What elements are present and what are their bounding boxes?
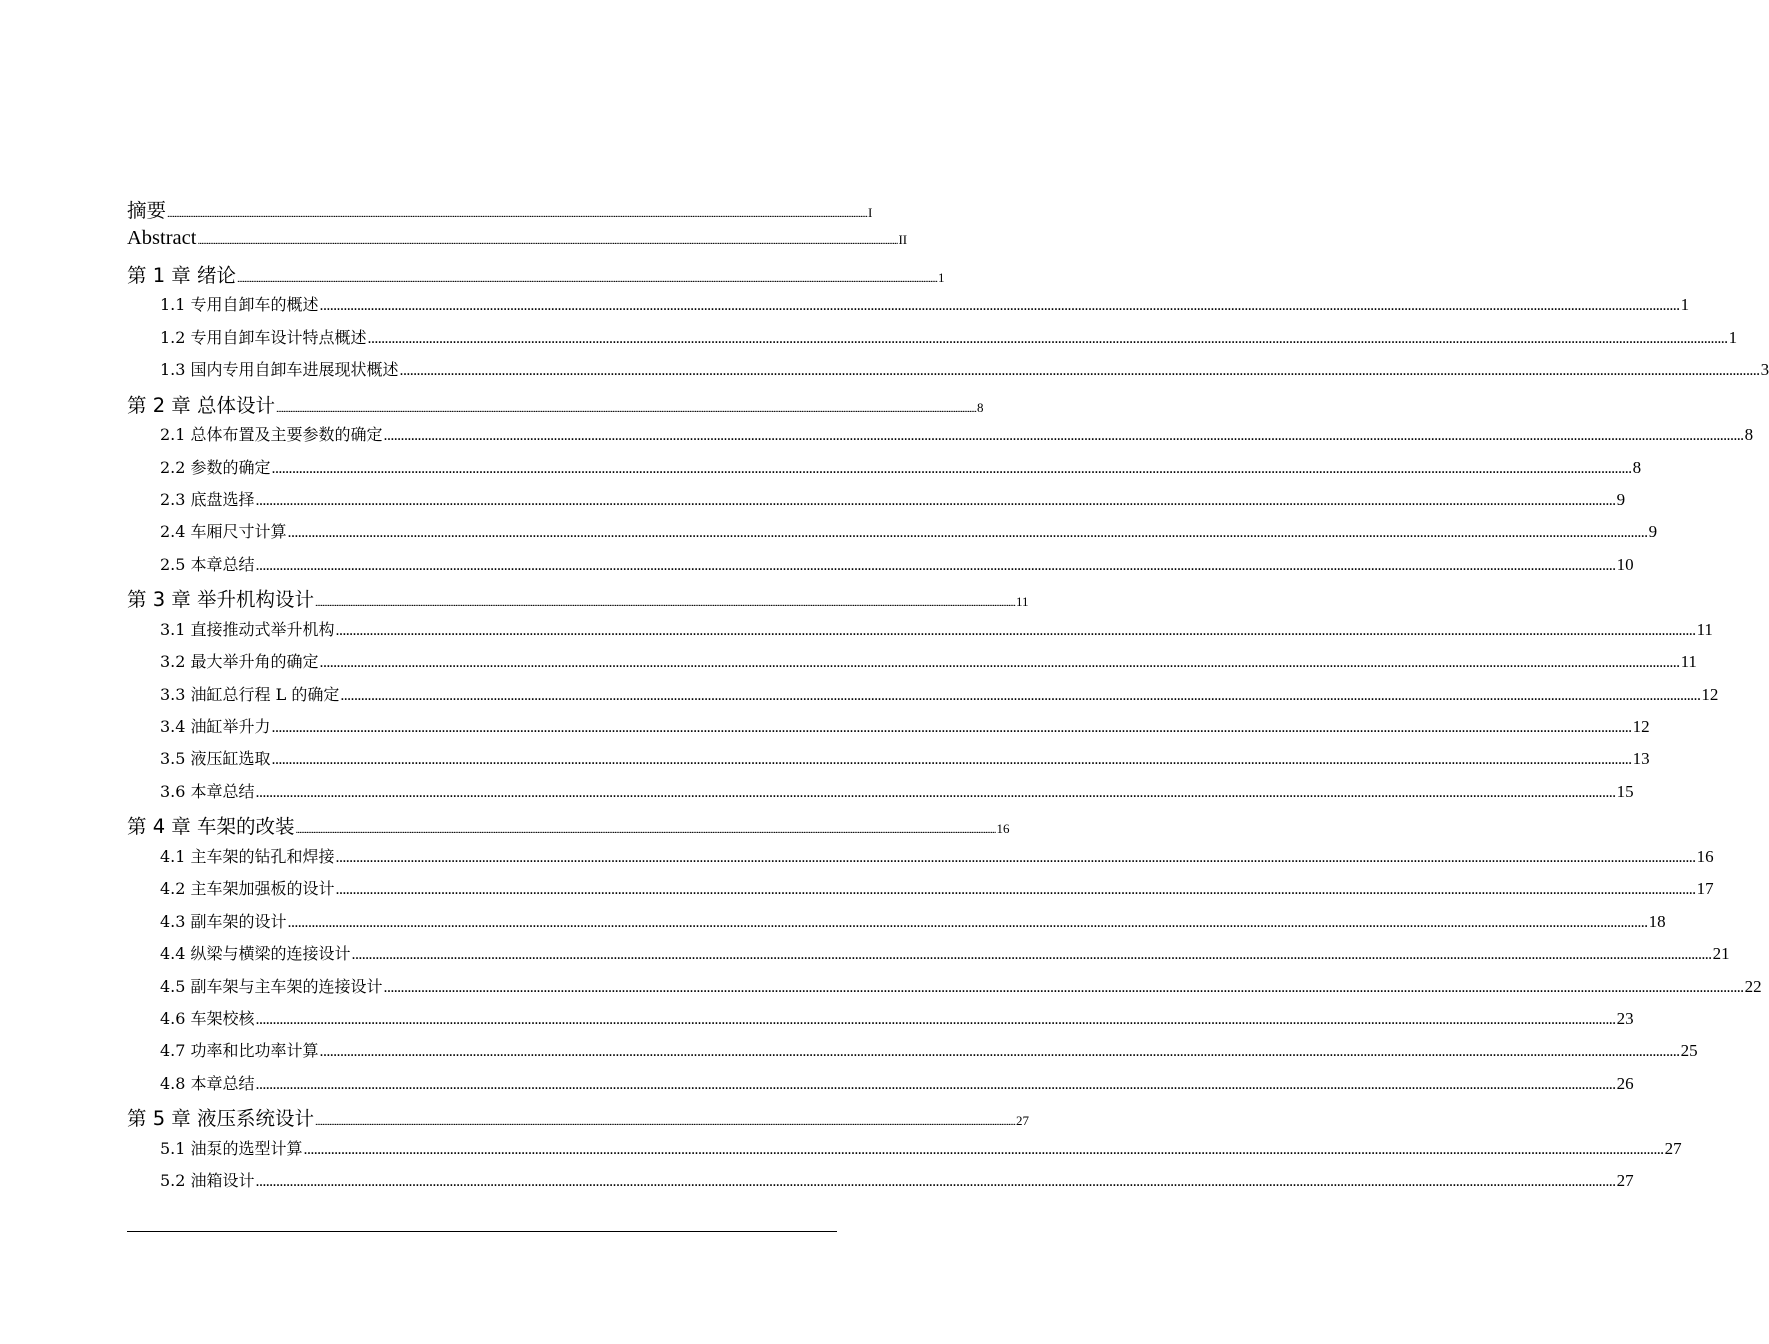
toc-section-entry[interactable]: [127, 455, 1642, 487]
toc-entry-title: 2.3 底盘选择: [160, 489, 255, 509]
toc-section-entry[interactable]: [127, 552, 1634, 584]
toc-entry-page-number: 27: [1616, 1171, 1634, 1191]
toc-chapter-entry[interactable]: [127, 195, 873, 227]
toc-entry-page-number: 15: [1616, 781, 1634, 801]
toc-entry-page-number: 13: [1632, 749, 1650, 769]
toc-entry-title: 2.1 总体布置及主要参数的确定: [160, 425, 383, 445]
dot-leader: ................................................................................................................................................................................................................................................................................................................................................................................................................: [383, 978, 1744, 996]
footer-rule: [127, 1231, 837, 1232]
toc-entry-page-number: 11: [1696, 619, 1713, 639]
toc-section-entry[interactable]: [127, 682, 1719, 714]
toc-section-entry[interactable]: [127, 714, 1650, 746]
toc-section-entry[interactable]: [127, 909, 1666, 941]
toc-chapter-entry[interactable]: [127, 1103, 1030, 1135]
dot-leader: ................................................................................................................................................................................................................................................................................................................................................................................................................: [287, 524, 1648, 542]
dot-leader: ................................................................................................................................................................................................................................................................................................................................................................................................................: [383, 427, 1744, 445]
toc-section-entry[interactable]: [127, 422, 1754, 454]
dot-leader: ................................................................................................................................................................................................................................................................................................................................................................................................................: [315, 597, 1016, 610]
toc-entry-title: 4.1 主车架的钻孔和焊接: [160, 846, 335, 866]
toc-entry-page-number: 26: [1616, 1073, 1634, 1093]
toc-entry-title: 4.3 副车架的设计: [160, 911, 287, 931]
toc-section-entry[interactable]: [127, 1136, 1682, 1168]
dot-leader: ................................................................................................................................................................................................................................................................................................................................................................................................................: [271, 459, 1632, 477]
toc-entry-page-number: 11: [1680, 652, 1697, 672]
toc-entry-title: 4.7 功率和比功率计算: [160, 1041, 319, 1061]
dot-leader: ................................................................................................................................................................................................................................................................................................................................................................................................................: [315, 1116, 1016, 1129]
toc-section-entry[interactable]: [127, 649, 1697, 681]
toc-section-entry[interactable]: [127, 292, 1690, 324]
dot-leader: ................................................................................................................................................................................................................................................................................................................................................................................................................: [271, 719, 1632, 736]
dot-leader: ................................................................................................................................................................................................................................................................................................................................................................................................................: [367, 329, 1728, 347]
toc-section-entry[interactable]: [127, 1006, 1634, 1038]
dot-leader: ................................................................................................................................................................................................................................................................................................................................................................................................................: [255, 1173, 1616, 1191]
toc-entry-title: 1.1 专用自卸车的概述: [160, 295, 319, 315]
toc-section-entry[interactable]: [127, 1071, 1634, 1103]
toc-entry-title: 4.6 车架校核: [160, 1008, 255, 1028]
dot-leader: ................................................................................................................................................................................................................................................................................................................................................................................................................: [255, 1075, 1616, 1093]
toc-section-entry[interactable]: [127, 519, 1658, 551]
toc-entry-page-number: 8: [977, 399, 984, 415]
toc-entry-page-number: 27: [1016, 1113, 1030, 1129]
dot-leader: ................................................................................................................................................................................................................................................................................................................................................................................................................: [399, 362, 1760, 380]
toc-entry-page-number: 16: [1696, 846, 1714, 866]
toc-section-entry[interactable]: [127, 617, 1713, 649]
toc-entry-page-number: 12: [1632, 717, 1650, 736]
toc-entry-title: 5.1 油泵的选型计算: [160, 1138, 303, 1158]
toc-entry-page-number: 1: [1728, 327, 1738, 347]
toc-entry-title: 1.2 专用自卸车设计特点概述: [160, 327, 367, 347]
dot-leader: ................................................................................................................................................................................................................................................................................................................................................................................................................: [167, 208, 868, 220]
toc-entry-title: 第 1 章 绪论: [127, 263, 237, 287]
toc-chapter-entry[interactable]: [127, 811, 1010, 843]
dot-leader: ................................................................................................................................................................................................................................................................................................................................................................................................................: [271, 751, 1632, 769]
toc-section-entry[interactable]: [127, 487, 1626, 519]
toc-entry-title: 1.3 国内专用自卸车进展现状概述: [160, 360, 399, 380]
toc-chapter-entry[interactable]: [127, 584, 1029, 616]
toc-entry-page-number: 17: [1696, 879, 1714, 899]
toc-entry-page-number: 9: [1648, 522, 1658, 542]
table-of-contents: [127, 195, 1769, 1201]
toc-section-entry[interactable]: [127, 844, 1714, 876]
toc-entry-title: Abstract: [127, 227, 197, 250]
toc-entry-title: 摘要: [127, 199, 167, 222]
toc-entry-title: 第 2 章 总体设计: [127, 393, 276, 417]
toc-entry-title: 3.3 油缸总行程 L 的确定: [160, 684, 340, 704]
dot-leader: ................................................................................................................................................................................................................................................................................................................................................................................................................: [340, 686, 1701, 704]
dot-leader: ................................................................................................................................................................................................................................................................................................................................................................................................................: [255, 491, 1616, 509]
dot-leader: ................................................................................................................................................................................................................................................................................................................................................................................................................: [335, 621, 1696, 639]
toc-entry-page-number: II: [898, 232, 908, 248]
toc-entry-title: 第 3 章 举升机构设计: [127, 588, 315, 612]
dot-leader: ................................................................................................................................................................................................................................................................................................................................................................................................................: [303, 1140, 1664, 1158]
toc-entry-title: 5.2 油箱设计: [160, 1171, 255, 1191]
toc-entry-page-number: 12: [1701, 684, 1719, 704]
dot-leader: ................................................................................................................................................................................................................................................................................................................................................................................................................: [295, 824, 996, 837]
toc-chapter-entry[interactable]: [127, 390, 984, 422]
toc-chapter-entry[interactable]: [127, 260, 945, 292]
dot-leader: ................................................................................................................................................................................................................................................................................................................................................................................................................: [319, 654, 1680, 672]
dot-leader: ................................................................................................................................................................................................................................................................................................................................................................................................................: [255, 556, 1616, 574]
toc-entry-page-number: I: [868, 205, 873, 220]
toc-section-entry[interactable]: [127, 941, 1730, 973]
toc-entry-title: 3.4 油缸举升力: [160, 717, 271, 736]
toc-entry-title: 3.2 最大举升角的确定: [160, 652, 319, 672]
toc-entry-title: 3.6 本章总结: [160, 781, 255, 801]
toc-entry-page-number: 11: [1016, 594, 1029, 610]
toc-entry-page-number: 8: [1632, 457, 1642, 477]
toc-section-entry[interactable]: [127, 1168, 1634, 1200]
toc-section-entry[interactable]: [127, 974, 1762, 1006]
toc-entry-title: 4.8 本章总结: [160, 1073, 255, 1093]
toc-entry-page-number: 9: [1616, 489, 1626, 509]
toc-entry-title: 4.4 纵梁与横梁的连接设计: [160, 944, 351, 964]
dot-leader: ................................................................................................................................................................................................................................................................................................................................................................................................................: [287, 913, 1648, 931]
toc-entry-title: 3.1 直接推动式举升机构: [160, 619, 335, 639]
toc-entry-title: 第 4 章 车架的改装: [127, 815, 295, 839]
toc-entry-page-number: 22: [1744, 976, 1762, 996]
toc-entry-page-number: 8: [1744, 425, 1754, 445]
toc-entry-page-number: 1: [1680, 295, 1690, 315]
toc-entry-page-number: 18: [1648, 911, 1666, 931]
toc-entry-page-number: 1: [938, 269, 945, 285]
toc-entry-page-number: 23: [1616, 1008, 1634, 1028]
toc-entry-page-number: 27: [1664, 1138, 1682, 1158]
toc-section-entry[interactable]: [127, 746, 1650, 778]
toc-entry-title: 2.2 参数的确定: [160, 457, 271, 477]
dot-leader: ................................................................................................................................................................................................................................................................................................................................................................................................................: [319, 297, 1680, 315]
toc-section-entry[interactable]: [127, 876, 1714, 908]
toc-chapter-entry[interactable]: [127, 227, 908, 259]
toc-entry-page-number: 10: [1616, 554, 1634, 574]
toc-entry-page-number: 16: [996, 821, 1010, 837]
toc-entry-page-number: 3: [1760, 360, 1769, 380]
dot-leader: ................................................................................................................................................................................................................................................................................................................................................................................................................: [255, 1010, 1616, 1028]
dot-leader: ................................................................................................................................................................................................................................................................................................................................................................................................................: [319, 1043, 1680, 1061]
dot-leader: ................................................................................................................................................................................................................................................................................................................................................................................................................: [351, 946, 1712, 964]
toc-entry-title: 2.5 本章总结: [160, 554, 255, 574]
toc-entry-page-number: 25: [1680, 1041, 1698, 1061]
dot-leader: ................................................................................................................................................................................................................................................................................................................................................................................................................: [237, 272, 938, 285]
toc-entry-title: 第 5 章 液压系统设计: [127, 1107, 315, 1131]
toc-entry-page-number: 21: [1712, 944, 1730, 964]
toc-section-entry[interactable]: [127, 357, 1769, 389]
toc-entry-title: 2.4 车厢尺寸计算: [160, 522, 287, 542]
toc-entry-title: 4.2 主车架加强板的设计: [160, 879, 335, 899]
dot-leader: ................................................................................................................................................................................................................................................................................................................................................................................................................: [197, 235, 898, 248]
dot-leader: ................................................................................................................................................................................................................................................................................................................................................................................................................: [335, 848, 1696, 866]
dot-leader: ................................................................................................................................................................................................................................................................................................................................................................................................................: [335, 881, 1696, 899]
toc-entry-title: 4.5 副车架与主车架的连接设计: [160, 976, 383, 996]
dot-leader: ................................................................................................................................................................................................................................................................................................................................................................................................................: [255, 783, 1616, 801]
dot-leader: ................................................................................................................................................................................................................................................................................................................................................................................................................: [276, 402, 977, 415]
toc-section-entry[interactable]: [127, 779, 1634, 811]
toc-section-entry[interactable]: [127, 1038, 1698, 1070]
toc-section-entry[interactable]: [127, 325, 1738, 357]
toc-entry-title: 3.5 液压缸选取: [160, 749, 271, 769]
